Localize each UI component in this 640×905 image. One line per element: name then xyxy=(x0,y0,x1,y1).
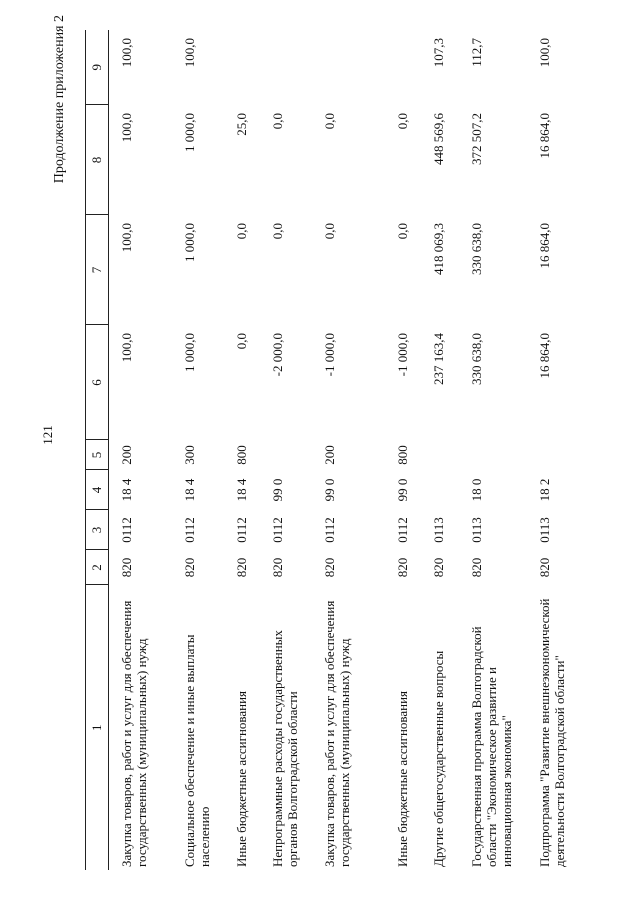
table-cell: 0112 xyxy=(119,517,134,543)
table-cell: 100,0 xyxy=(536,38,552,68)
table-row xyxy=(322,30,395,870)
table-cell: 820 xyxy=(233,557,249,578)
table-cell: 330 638,0 xyxy=(468,333,484,385)
table-cell: 820 xyxy=(468,557,484,578)
table-cell: 0112 xyxy=(394,517,410,543)
table-cell: -1 000,0 xyxy=(321,333,337,377)
page-number: 121 xyxy=(40,425,55,445)
table-cell: 16 864,0 xyxy=(536,113,552,159)
table-cell: 330 638,0 xyxy=(468,223,484,275)
table-cell: 448 569,6 xyxy=(430,113,446,165)
table-cell: 18 4 xyxy=(119,478,134,502)
table-cell: -2 000,0 xyxy=(269,333,285,377)
table-cell: 1 000,0 xyxy=(181,223,197,262)
table-cell: 18 4 xyxy=(181,478,197,502)
table-cell: 99 0 xyxy=(394,478,410,502)
table-cell xyxy=(234,30,270,105)
table-cell: 18 2 xyxy=(536,478,552,502)
column-header: 8 xyxy=(86,105,109,215)
column-header: 1 xyxy=(86,585,109,870)
table-row xyxy=(182,30,234,870)
table-cell: 100,0 xyxy=(119,223,134,253)
table-cell: 0113 xyxy=(430,517,446,543)
table-cell: 300 xyxy=(181,445,197,465)
table-row xyxy=(234,30,270,870)
row-label: Иные бюджетные ассигнования xyxy=(233,690,249,867)
table-cell: 0,0 xyxy=(321,113,337,130)
row-label: Закупка товаров, работ и услуг для обеспечения государственных (муниципальных) нужд xyxy=(119,600,149,867)
column-header: 6 xyxy=(86,325,109,440)
table-cell: 0,0 xyxy=(394,113,410,130)
budget-table xyxy=(85,30,597,870)
table-cell: 200 xyxy=(119,445,134,465)
table-cell: 800 xyxy=(394,445,410,465)
table-row xyxy=(270,30,322,870)
table-cell: 0112 xyxy=(269,517,285,543)
table-cell: 100,0 xyxy=(119,333,134,363)
row-label: Государственная программа Волгоградской области "Экономическое развитие и инновационная экономика" xyxy=(468,626,514,867)
table-cell: 16 864,0 xyxy=(536,333,552,379)
table-cell: 16 864,0 xyxy=(536,223,552,269)
table-cell: 0112 xyxy=(233,517,249,543)
row-label: Непрограммные расходы государственных органов Волгоградской области xyxy=(269,630,300,867)
table-cell: 1 000,0 xyxy=(181,113,197,152)
row-label: Социальное обеспечение и иные выплаты населению xyxy=(181,634,212,867)
table-cell xyxy=(469,440,537,470)
table-cell: 820 xyxy=(119,557,134,578)
table-cell: 0112 xyxy=(321,517,337,543)
table-cell xyxy=(322,30,395,105)
table-row xyxy=(109,30,182,870)
table-row xyxy=(431,30,469,870)
table-cell: 107,3 xyxy=(430,38,446,68)
table-cell: 18 0 xyxy=(468,478,484,502)
table-cell: 0113 xyxy=(468,517,484,543)
table-cell xyxy=(270,30,322,105)
table-cell: 112,7 xyxy=(468,38,484,67)
table-cell: 820 xyxy=(269,557,285,578)
column-header: 2 xyxy=(86,550,109,585)
table-cell: 0,0 xyxy=(321,223,337,240)
table-cell: -1 000,0 xyxy=(394,333,410,377)
table-cell: 100,0 xyxy=(119,113,134,143)
column-header: 3 xyxy=(86,510,109,550)
table-cell: 0112 xyxy=(181,517,197,543)
table-cell xyxy=(431,470,469,510)
table-cell: 1 000,0 xyxy=(181,333,197,372)
table-cell: 820 xyxy=(394,557,410,578)
table-row xyxy=(469,30,537,870)
table-cell xyxy=(395,30,431,105)
row-label: Подпрограмма "Развитие внешнеэкономической деятельности Волгоградской области" xyxy=(536,598,567,867)
continuation-heading: Продолжение приложения 2 xyxy=(52,15,67,184)
table-cell: 0,0 xyxy=(269,113,285,130)
table-cell: 0,0 xyxy=(233,333,249,350)
table-cell: 418 069,3 xyxy=(430,223,446,275)
table-cell: 0,0 xyxy=(233,223,249,240)
row-label: Закупка товаров, работ и услуг для обеспечения государственных (муниципальных) нужд xyxy=(321,600,352,867)
table-cell xyxy=(270,440,322,470)
row-label: Другие общегосударственные вопросы xyxy=(430,650,446,867)
column-header: 4 xyxy=(86,470,109,510)
table-cell xyxy=(431,440,469,470)
column-header: 9 xyxy=(86,30,109,105)
table-cell xyxy=(537,440,597,470)
table-cell: 0113 xyxy=(536,517,552,543)
column-header: 7 xyxy=(86,215,109,325)
table-cell: 820 xyxy=(536,557,552,578)
table-cell: 100,0 xyxy=(119,38,134,68)
table-cell: 820 xyxy=(321,557,337,578)
table-cell: 800 xyxy=(233,445,249,465)
table-cell: 820 xyxy=(181,557,197,578)
table-cell: 0,0 xyxy=(269,223,285,240)
column-header: 5 xyxy=(86,440,109,470)
table-cell: 25,0 xyxy=(233,113,249,136)
table-row xyxy=(537,30,597,870)
table-cell: 372 507,2 xyxy=(468,113,484,165)
table-cell: 0,0 xyxy=(394,223,410,240)
table-cell: 200 xyxy=(321,445,337,465)
table-cell: 99 0 xyxy=(321,478,337,502)
table-body xyxy=(109,30,597,870)
table-cell: 99 0 xyxy=(269,478,285,502)
table-cell: 18 4 xyxy=(233,478,249,502)
table-header-row xyxy=(86,30,109,870)
table-cell: 820 xyxy=(430,557,446,578)
table-row xyxy=(395,30,431,870)
row-label: Иные бюджетные ассигнования xyxy=(394,690,410,867)
table-cell: 100,0 xyxy=(181,38,197,68)
table-cell: 237 163,4 xyxy=(430,333,446,385)
